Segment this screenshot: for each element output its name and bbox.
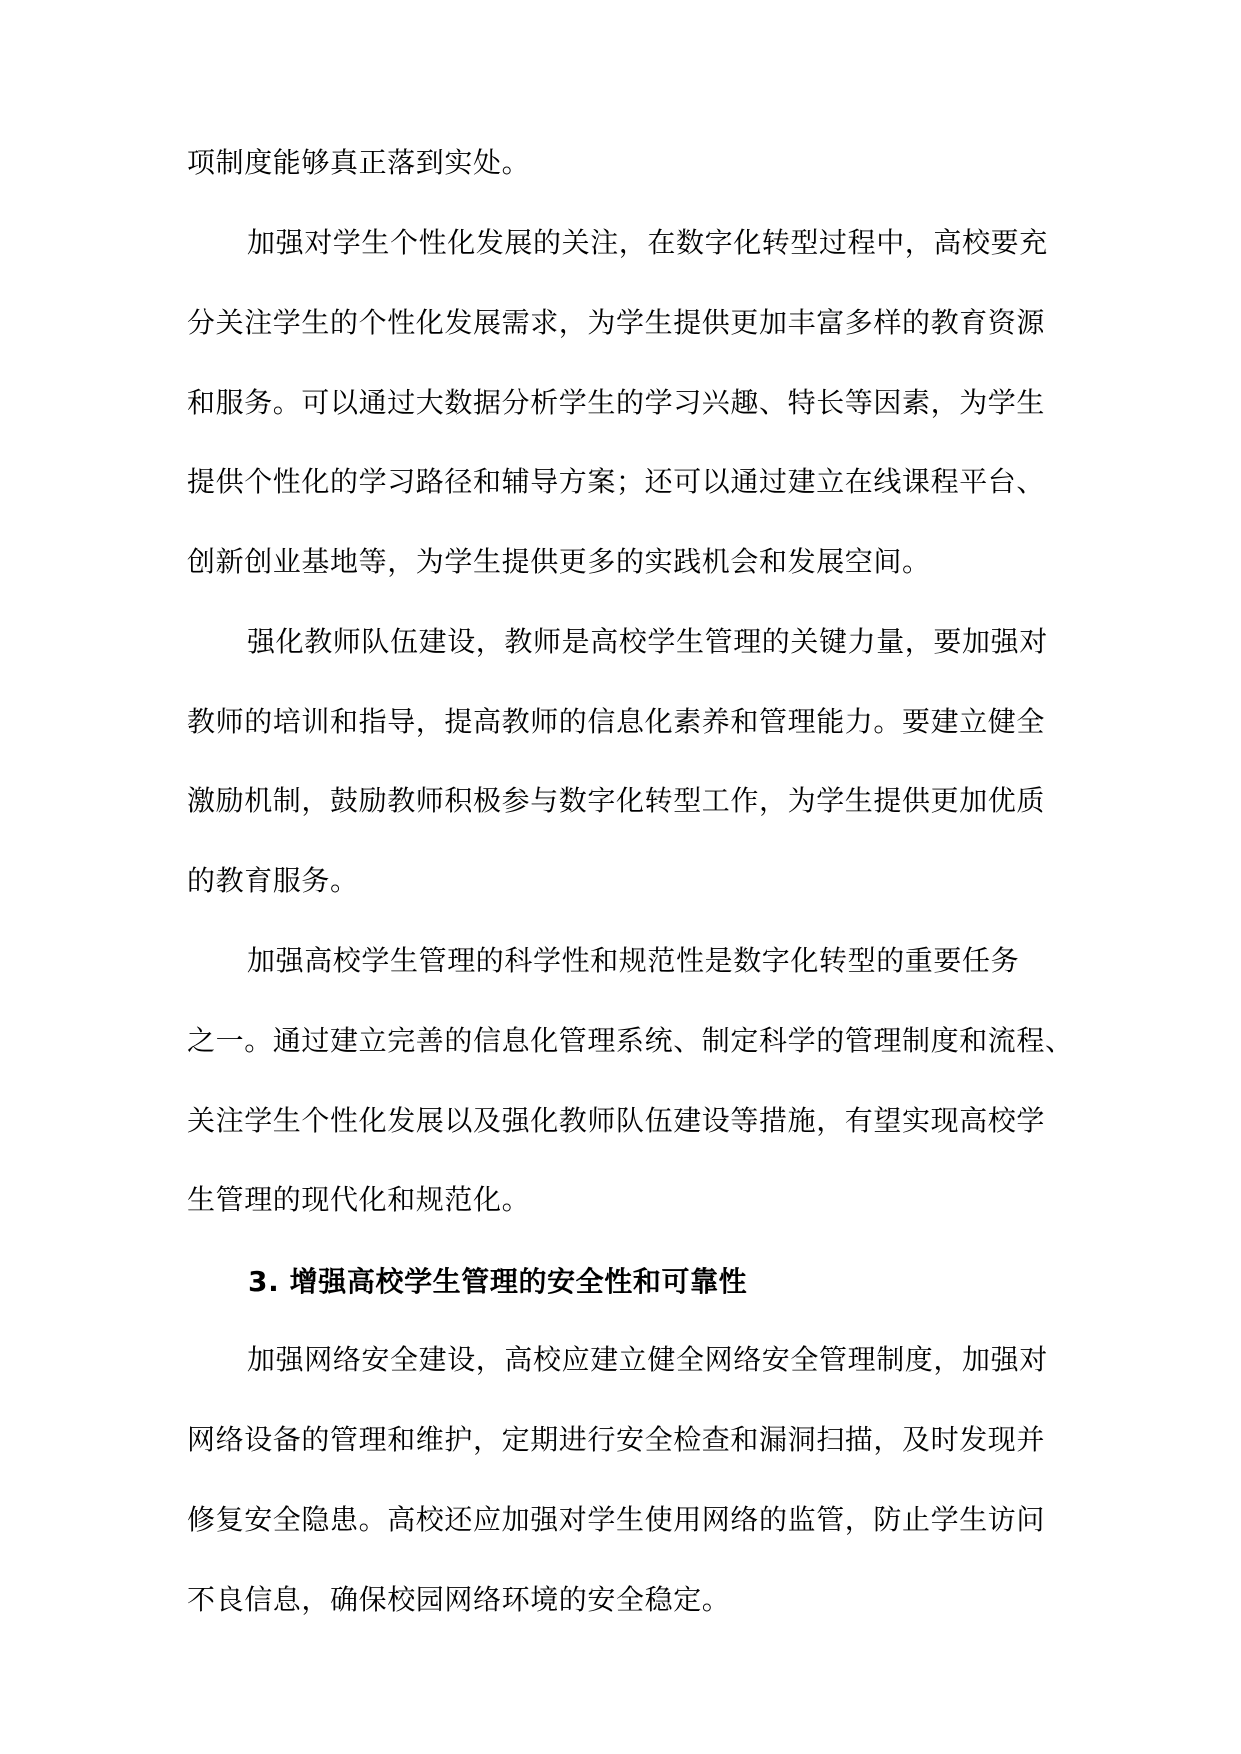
- paragraph-start-line: 强化教师队伍建设，教师是高校学生管理的关键力量，要加强对: [247, 625, 1048, 658]
- text-line: 网络设备的管理和维护，定期进行安全检查和漏洞扫描，及时发现并: [187, 1423, 1046, 1456]
- section-heading: 3. 增强高校学生管理的安全性和可靠性: [248, 1265, 748, 1298]
- text-line: 之一。通过建立完善的信息化管理系统、制定科学的管理制度和流程、: [187, 1024, 1074, 1057]
- text-line: 不良信息，确保校园网络环境的安全稳定。: [187, 1583, 731, 1616]
- text-line: 创新创业基地等，为学生提供更多的实践机会和发展空间。: [187, 545, 931, 578]
- paragraph-start-line: 加强网络安全建设，高校应建立健全网络安全管理制度，加强对: [247, 1343, 1048, 1376]
- paragraph-start-line: 加强对学生个性化发展的关注，在数字化转型过程中，高校要充: [247, 226, 1048, 259]
- text-line: 项制度能够真正落到实处。: [187, 146, 531, 179]
- text-line: 教师的培训和指导，提高教师的信息化素养和管理能力。要建立健全: [187, 705, 1046, 738]
- text-line: 修复安全隐患。高校还应加强对学生使用网络的监管，防止学生访问: [187, 1503, 1046, 1536]
- text-line: 关注学生个性化发展以及强化教师队伍建设等措施，有望实现高校学: [187, 1104, 1046, 1137]
- text-line: 和服务。可以通过大数据分析学生的学习兴趣、特长等因素，为学生: [187, 386, 1046, 419]
- text-line: 激励机制，鼓励教师积极参与数字化转型工作，为学生提供更加优质: [187, 784, 1046, 817]
- text-line: 提供个性化的学习路径和辅导方案；还可以通过建立在线课程平台、: [187, 465, 1046, 498]
- text-line: 的教育服务。: [187, 864, 359, 897]
- paragraph-start-line: 加强高校学生管理的科学性和规范性是数字化转型的重要任务: [247, 944, 1020, 977]
- text-line: 生管理的现代化和规范化。: [187, 1183, 531, 1216]
- text-line: 分关注学生的个性化发展需求，为学生提供更加丰富多样的教育资源: [187, 306, 1046, 339]
